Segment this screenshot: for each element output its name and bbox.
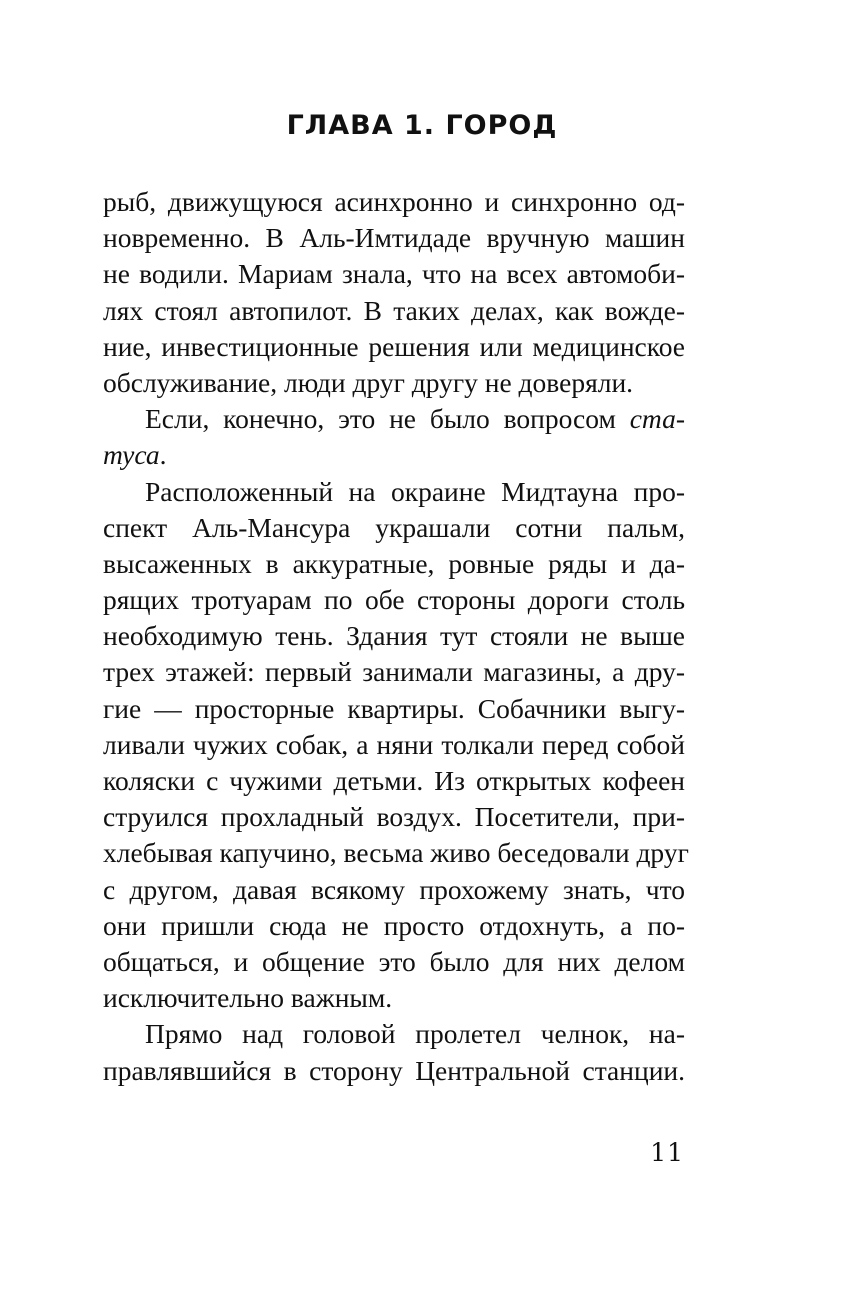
text-line: рящих тротуарам по обе стороны дороги столь — [103, 584, 685, 616]
text-line — [103, 437, 685, 473]
text-line: с другом, давая всякому прохожему знать, что — [103, 873, 685, 905]
paragraph — [103, 184, 685, 401]
text-line: лях стоял автопилот. В таких делах, как вожде- — [103, 294, 685, 326]
text-line: коляски с чужими детьми. Из открытых кофеен — [103, 765, 685, 796]
text-line: они пришли сюда не просто отдохнуть, а по- — [103, 909, 685, 941]
body-text — [103, 184, 689, 1089]
text-line: общаться, и общение это было для них делом — [103, 945, 685, 977]
text-line: правлявшийся в сторону Центральной станции. — [103, 1054, 685, 1086]
text-line: высаженных в аккуратные, ровные ряды и да- — [103, 547, 685, 579]
running-head: ГЛАВА 1. ГОРОД — [286, 110, 558, 141]
text-line: не водили. Мариам знала, что на всех автомоби- — [103, 258, 685, 290]
text-run: . — [159, 439, 167, 471]
text-line: ливали чужих собак, а няни толкали перед собой — [103, 728, 685, 760]
text-line: обслуживание, люди друг другу не доверяли. — [103, 366, 634, 398]
text-line — [103, 401, 685, 437]
text-line: новременно. В Аль-Имтидаде вручную машин — [103, 222, 685, 254]
text-run: Если, конечно, это не было вопросом — [145, 403, 630, 435]
text-line: спект Аль-Мансура украшали сотни пальм, — [103, 511, 685, 543]
page-number: 11 — [650, 1138, 684, 1167]
text-line: струился прохладный воздух. Посетители, при- — [103, 801, 685, 833]
text-line: необходимую тень. Здания тут стояли не выше — [103, 620, 685, 652]
text-line: рыб, движущуюся асинхронно и синхронно од- — [103, 186, 685, 217]
paragraph — [103, 401, 685, 473]
text-line: хлебывая капучино, весьма живо беседовали друг — [103, 837, 689, 869]
text-line: гие — просторные квартиры. Собачники выгу- — [103, 692, 685, 724]
paragraph — [103, 1016, 685, 1088]
text-line: ние, инвестиционные решения или медицинское — [103, 330, 685, 362]
paragraph — [103, 474, 689, 1017]
text-line: трех этажей: первый занимали магазины, а дру- — [103, 656, 685, 688]
text-line: Расположенный на окраине Мидтауна про- — [145, 475, 685, 507]
text-line: Прямо над головой пролетел челнок, на- — [145, 1018, 685, 1050]
italic-text-run: туса — [103, 439, 160, 471]
text-line: исключительно важным. — [103, 982, 393, 1014]
italic-text-run: ста- — [629, 403, 685, 435]
